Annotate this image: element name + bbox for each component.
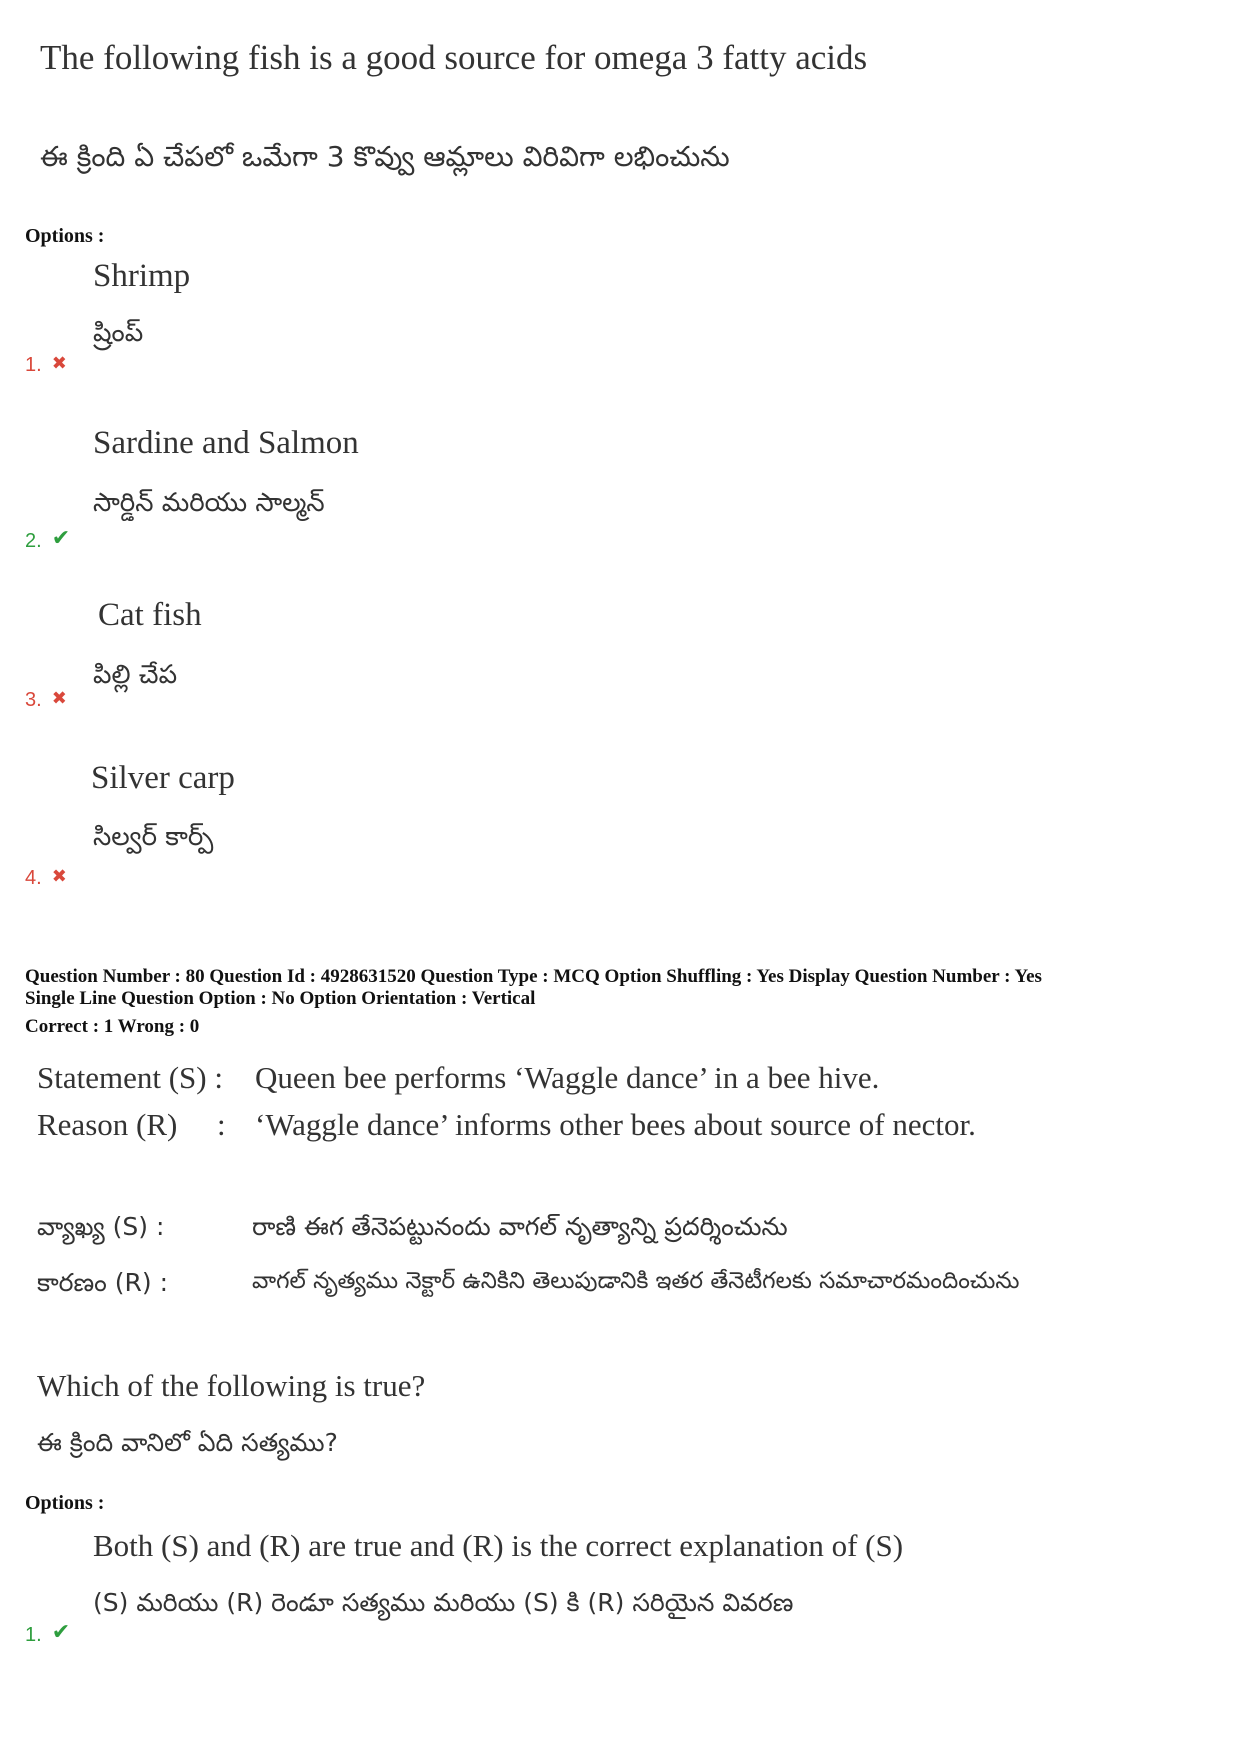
question-text-en: Which of the following is true? [37,1368,426,1403]
cross-icon: ✖ [51,688,67,709]
options-label: Options : [25,1492,105,1514]
option-4-number: 4. [25,867,42,889]
question-text-te: ఈ క్రింది ఏ చేపలో ఒమేగా 3 కొవ్వు ఆమ్లాలు విరివిగా లభించును [40,140,730,173]
options-label: Options : [25,225,105,247]
question-text-en: The following fish is a good source for omega 3 fatty acids [40,38,868,77]
option-2-text-te: సార్డిన్ మరియు సాల్మన్ [93,488,325,518]
option-2-number: 2. [25,530,42,552]
option-1-number: 1. [25,354,42,376]
statement-text-te: రాణి ఈగ తేనెపట్టునందు వాగల్ నృత్యాన్ని ప్రదర్శించును [252,1212,788,1241]
option-1-indicator [25,353,67,377]
option-3-text-en: Cat fish [98,597,202,633]
statement-label-en: Statement (S) : [37,1060,223,1095]
reason-label-te: కారణం (R) : [37,1268,169,1297]
check-icon: ✔ [51,1620,71,1645]
option-1-number: 1. [25,1624,42,1646]
reason-text-te: వాగల్ నృత్యము నెక్టార్ ఉనికిని తెలుపుడానికి ఇతర తేనెటీగలకు సమాచారమందించును [252,1268,1020,1294]
question-meta-line-2: Single Line Question Option : No Option Orientation : Vertical [25,988,536,1009]
option-1-text-en: Shrimp [93,258,191,294]
cross-icon: ✖ [51,866,67,887]
option-3-indicator [25,688,67,712]
option-1-text-te: ష్రింప్ [93,318,144,348]
statement-label-te: వ్యాఖ్య (S) : [37,1212,165,1241]
statement-text-en: Queen bee performs ‘Waggle dance’ in a bee hive. [255,1060,880,1095]
cross-icon: ✖ [51,353,67,374]
option-2-indicator [25,526,70,553]
option-3-number: 3. [25,689,42,711]
reason-label-en: Reason (R) [37,1107,178,1142]
option-1-indicator [25,1620,70,1647]
question-meta-line-1: Question Number : 80 Question Id : 4928631520 Question Type : MCQ Option Shuffling : Yes Display Question Number : Yes [25,966,1042,987]
option-4-text-en: Silver carp [91,760,235,796]
reason-colon: : [217,1107,226,1142]
option-3-text-te: పిల్లి చేప [93,660,178,690]
question-score-line: Correct : 1 Wrong : 0 [25,1016,200,1037]
option-1-text-te: (S) మరియు (R) రెండూ సత్యము మరియు (S) కి (R) సరియైన వివరణ [93,1588,794,1617]
option-4-indicator [25,866,67,890]
option-2-text-en: Sardine and Salmon [93,425,359,461]
option-1-text-en: Both (S) and (R) are true and (R) is the correct explanation of (S) [93,1528,904,1563]
option-4-text-te: సిల్వర్ కార్ప్ [93,822,214,852]
check-icon: ✔ [51,526,71,551]
question-text-te: ఈ క్రింది వానిలో ఏది సత్యము? [37,1428,338,1457]
reason-text-en: ‘Waggle dance’ informs other bees about source of nector. [255,1107,976,1142]
